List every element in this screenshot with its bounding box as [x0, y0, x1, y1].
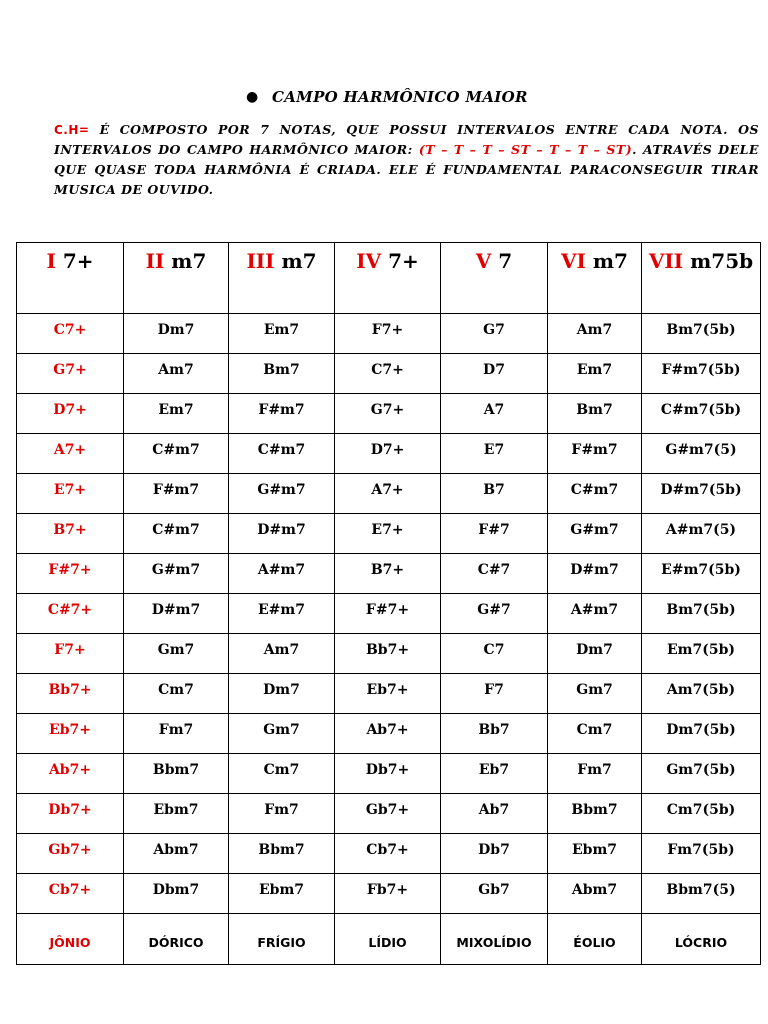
degree-quality: m7 [281, 249, 317, 273]
chord-cell [17, 714, 124, 754]
chord-cell [229, 634, 335, 674]
chord-label: B7+ [370, 561, 405, 578]
chord-cell [548, 434, 642, 474]
chord-label: F#m7 [571, 441, 618, 458]
chord-label: C7+ [53, 321, 87, 338]
chord-label: Cm7 [263, 761, 300, 778]
chord-cell [335, 714, 441, 754]
chord-cell [229, 794, 335, 834]
chord-cell [335, 354, 441, 394]
chord-label: G7 [483, 321, 505, 338]
chord-cell [124, 754, 229, 794]
chord-cell [124, 474, 229, 514]
degree-header [229, 243, 335, 314]
chord-label: Am7 [576, 321, 613, 338]
table-row [17, 634, 761, 674]
chord-cell [642, 794, 761, 834]
chord-cell [17, 354, 124, 394]
mode-label: JÔNIO [17, 914, 124, 965]
chord-cell [548, 314, 642, 354]
chord-label: F#m7(5b) [661, 361, 741, 378]
chord-label: Eb7 [478, 761, 510, 778]
chord-cell [124, 434, 229, 474]
intro-paragraph [54, 120, 759, 200]
chord-cell [124, 874, 229, 914]
chord-label: Abm7 [153, 841, 199, 858]
chord-cell [441, 514, 548, 554]
chord-cell [642, 514, 761, 554]
chord-cell [335, 554, 441, 594]
chord-label: A#m7 [257, 561, 306, 578]
chord-cell [124, 514, 229, 554]
intro-prefix: C.H= [54, 123, 90, 137]
chord-cell [441, 874, 548, 914]
chord-cell [335, 834, 441, 874]
table-row [17, 674, 761, 714]
mode-label: DÓRICO [124, 914, 229, 965]
chord-label: Fm7 [264, 801, 299, 818]
chord-cell [642, 314, 761, 354]
chord-cell [441, 834, 548, 874]
bullet-icon: ● [246, 89, 259, 105]
chord-label: D#m7(5b) [660, 481, 742, 498]
chord-cell [335, 474, 441, 514]
table-row [17, 354, 761, 394]
table-row [17, 314, 761, 354]
table-row [17, 394, 761, 434]
chord-cell [642, 434, 761, 474]
chord-label: Ab7+ [366, 721, 409, 738]
chord-cell [124, 794, 229, 834]
chord-cell [335, 434, 441, 474]
chord-cell [441, 354, 548, 394]
mode-label: LÓCRIO [642, 914, 761, 965]
chord-label: D#m7 [570, 561, 619, 578]
chord-cell [229, 514, 335, 554]
chord-label: Bbm7 [152, 761, 200, 778]
chord-label: E7 [483, 441, 505, 458]
chord-label: G#m7(5) [665, 441, 737, 458]
chord-cell [548, 794, 642, 834]
chord-cell [17, 394, 124, 434]
chord-label: Dm7 [263, 681, 300, 698]
chord-label: D7+ [53, 401, 87, 418]
chord-cell [441, 754, 548, 794]
table-row [17, 474, 761, 514]
chord-cell [335, 314, 441, 354]
chord-label: Em7 [576, 361, 613, 378]
chord-label: A7+ [53, 441, 87, 458]
chord-label: Ebm7 [571, 841, 617, 858]
title-line [246, 86, 528, 108]
chord-cell [229, 674, 335, 714]
chord-cell [642, 874, 761, 914]
chord-label: G#7 [477, 601, 511, 618]
chord-cell [548, 634, 642, 674]
chord-cell [335, 394, 441, 434]
chord-cell [335, 754, 441, 794]
chord-cell [335, 594, 441, 634]
chord-label: F7+ [371, 321, 404, 338]
chord-cell [441, 474, 548, 514]
chord-label: Cm7 [576, 721, 613, 738]
chord-cell [17, 754, 124, 794]
table-row [17, 434, 761, 474]
chord-cell [124, 554, 229, 594]
chord-cell [229, 874, 335, 914]
chord-label: G#m7 [257, 481, 306, 498]
chord-label: Dm7(5b) [666, 721, 736, 738]
chord-cell [642, 754, 761, 794]
chord-cell [441, 594, 548, 634]
chord-cell [17, 314, 124, 354]
degree-quality: 7+ [388, 249, 419, 273]
chord-cell [229, 434, 335, 474]
chord-cell [642, 474, 761, 514]
chord-label: Cm7 [158, 681, 194, 698]
intro-text-before: É COMPOSTO POR 7 NOTAS, QUE POSSUI INTERVALOS ENTRE CADA NOTA. OS INTERVALOS DO CAMPO HARMÔNICO MAIOR: [54, 122, 759, 157]
chord-cell [17, 434, 124, 474]
chord-cell [642, 834, 761, 874]
degree-numeral: VII [648, 249, 684, 273]
chord-cell [17, 674, 124, 714]
degree-numeral: VI [561, 249, 586, 273]
chord-cell [548, 394, 642, 434]
chord-label: Am7 [158, 361, 194, 378]
degree-header [17, 243, 124, 314]
chord-cell [124, 354, 229, 394]
chord-label: Dm7 [576, 641, 613, 658]
chord-cell [124, 714, 229, 754]
chord-label: Gb7 [478, 881, 510, 898]
harmonic-field-table [16, 242, 761, 965]
chord-label: Abm7 [571, 881, 618, 898]
chord-cell [335, 674, 441, 714]
chord-cell [335, 874, 441, 914]
chord-label: Db7 [478, 841, 510, 858]
chord-label: C#7+ [47, 601, 93, 618]
chord-label: B7 [483, 481, 505, 498]
chord-label: F#m7 [152, 481, 200, 498]
chord-cell [124, 394, 229, 434]
chord-cell [642, 354, 761, 394]
degree-header [335, 243, 441, 314]
chord-label: E#m7(5b) [661, 561, 741, 578]
chord-label: A7 [483, 401, 505, 418]
chord-label: Ab7 [478, 801, 510, 818]
table-row [17, 514, 761, 554]
mode-label: FRÍGIO [229, 914, 335, 965]
chord-label: C7+ [371, 361, 404, 378]
intro-intervals: (T – T – T – ST – T – T – ST) [418, 142, 633, 157]
degree-header [124, 243, 229, 314]
degree-numeral: I [46, 249, 56, 273]
chord-cell [229, 834, 335, 874]
chord-cell [548, 354, 642, 394]
degree-quality: 7 [498, 249, 513, 273]
chord-cell [548, 474, 642, 514]
chord-label: F#7+ [48, 561, 92, 578]
chord-label: D#m7 [257, 521, 306, 538]
table-row [17, 834, 761, 874]
chord-label: Eb7+ [366, 681, 409, 698]
chord-cell [335, 794, 441, 834]
chord-label: Fm7 [577, 761, 612, 778]
chord-cell [441, 674, 548, 714]
chord-cell [17, 514, 124, 554]
chord-label: D7 [483, 361, 505, 378]
chord-label: Eb7+ [49, 721, 91, 738]
chord-label: Fm7 [158, 721, 194, 738]
chord-label: D#m7 [151, 601, 201, 618]
chord-label: Em7 [158, 401, 194, 418]
table-row [17, 754, 761, 794]
chord-cell [441, 554, 548, 594]
chord-label: C7 [483, 641, 505, 658]
chord-label: Bm7 [263, 361, 300, 378]
chord-label: E7+ [53, 481, 87, 498]
chord-cell [441, 794, 548, 834]
chord-label: Gm7 [576, 681, 613, 698]
chord-cell [229, 594, 335, 634]
chord-label: G#m7 [570, 521, 619, 538]
chord-label: Bb7 [478, 721, 510, 738]
chord-label: G#m7 [151, 561, 201, 578]
chord-label: F#7 [478, 521, 510, 538]
chord-label: Cb7+ [48, 881, 92, 898]
chord-label: Gm7(5b) [666, 761, 736, 778]
chord-cell [17, 594, 124, 634]
chord-label: Em7 [263, 321, 300, 338]
chord-cell [441, 314, 548, 354]
chord-cell [17, 834, 124, 874]
degree-header [548, 243, 642, 314]
chord-cell [124, 834, 229, 874]
chord-label: E7+ [371, 521, 404, 538]
modes-row [17, 914, 761, 965]
chord-cell [335, 634, 441, 674]
chord-cell [229, 554, 335, 594]
chord-label: Gm7 [263, 721, 300, 738]
chord-cell [17, 794, 124, 834]
chord-cell [642, 594, 761, 634]
chord-cell [548, 874, 642, 914]
chord-label: E#m7 [258, 601, 305, 618]
chord-cell [124, 674, 229, 714]
degree-quality: m7 [171, 249, 207, 273]
chord-cell [642, 674, 761, 714]
chord-label: Bb7+ [48, 681, 92, 698]
chord-label: D7+ [370, 441, 405, 458]
mode-label: ÉOLIO [548, 914, 642, 965]
degree-quality: m7 [592, 249, 628, 273]
chord-cell [229, 314, 335, 354]
chord-cell [642, 714, 761, 754]
chord-label: Db7+ [48, 801, 92, 818]
chord-label: A7+ [371, 481, 404, 498]
chord-label: B7+ [53, 521, 87, 538]
chord-label: F7+ [54, 641, 86, 658]
chord-label: Db7+ [365, 761, 410, 778]
chord-cell [229, 714, 335, 754]
chord-label: Bm7(5b) [666, 321, 736, 338]
chord-cell [17, 634, 124, 674]
table-body [17, 243, 761, 965]
chord-label: Am7 [263, 641, 300, 658]
chord-label: Em7(5b) [666, 641, 735, 658]
chord-label: Gb7+ [365, 801, 410, 818]
degree-numeral: V [475, 249, 492, 273]
chord-cell [548, 514, 642, 554]
degree-quality: m75b [690, 249, 754, 273]
chord-label: F#m7 [258, 401, 305, 418]
chord-cell [548, 754, 642, 794]
chord-label: A#m7 [570, 601, 619, 618]
chord-cell [548, 714, 642, 754]
chord-label: Ab7+ [48, 761, 92, 778]
chord-label: C#m7(5b) [660, 401, 742, 418]
degree-numeral: III [246, 249, 275, 273]
page-title: CAMPO HARMÔNICO MAIOR [272, 88, 528, 106]
degree-header [642, 243, 761, 314]
chord-label: Fm7(5b) [667, 841, 735, 858]
degree-header [441, 243, 548, 314]
chord-label: Fb7+ [366, 881, 409, 898]
table-row [17, 594, 761, 634]
chord-label: Cb7+ [366, 841, 409, 858]
table-row [17, 794, 761, 834]
chord-label: Dbm7 [152, 881, 200, 898]
chord-cell [17, 874, 124, 914]
chord-label: C#m7 [152, 521, 200, 538]
chord-label: C#7 [477, 561, 511, 578]
chord-label: Cm7(5b) [666, 801, 736, 818]
table-row [17, 874, 761, 914]
chord-label: F#7+ [365, 601, 410, 618]
chord-label: G7+ [53, 361, 87, 378]
chord-cell [229, 394, 335, 434]
chord-cell [335, 514, 441, 554]
chord-label: Ebm7 [153, 801, 199, 818]
chord-label: Bbm7(5) [666, 881, 736, 898]
mode-label: LÍDIO [335, 914, 441, 965]
chord-label: Bm7(5b) [666, 601, 736, 618]
chord-cell [548, 594, 642, 634]
chord-cell [548, 554, 642, 594]
chord-cell [17, 474, 124, 514]
degree-numeral: IV [356, 249, 382, 273]
degree-quality: 7+ [62, 249, 94, 273]
chord-cell [642, 394, 761, 434]
chord-cell [642, 634, 761, 674]
chord-label: C#m7 [570, 481, 619, 498]
chord-label: G7+ [370, 401, 405, 418]
chord-label: C#m7 [257, 441, 306, 458]
chord-cell [441, 714, 548, 754]
chord-label: F7 [484, 681, 504, 698]
chord-label: Am7(5b) [666, 681, 736, 698]
chord-label: C#m7 [152, 441, 200, 458]
chord-label: Dm7 [157, 321, 195, 338]
chord-cell [17, 554, 124, 594]
chord-label: Gb7+ [48, 841, 92, 858]
chord-cell [441, 434, 548, 474]
chord-label: Bbm7 [258, 841, 305, 858]
chord-cell [548, 834, 642, 874]
chord-cell [124, 594, 229, 634]
chord-cell [124, 634, 229, 674]
chord-cell [548, 674, 642, 714]
chord-cell [441, 634, 548, 674]
table-row [17, 714, 761, 754]
chord-label: Bm7 [576, 401, 613, 418]
degree-numeral: II [145, 249, 165, 273]
chord-cell [124, 314, 229, 354]
header-row [17, 243, 761, 314]
chord-label: Ebm7 [258, 881, 304, 898]
chord-label: Bb7+ [365, 641, 410, 658]
table-row [17, 554, 761, 594]
intro-text-after: . ATRAVÉS DELE QUE QUASE TODA HARMÔNIA É CRIADA. ELE É FUNDAMENTAL PARACONSEGUIR TIRAR MUSICA DE OUVIDO. [54, 142, 759, 197]
mode-label: MIXOLÍDIO [441, 914, 548, 965]
chord-cell [229, 754, 335, 794]
chord-cell [229, 474, 335, 514]
chord-label: Bbm7 [571, 801, 618, 818]
chord-cell [642, 554, 761, 594]
chord-cell [441, 394, 548, 434]
chord-label: A#m7(5) [665, 521, 737, 538]
chord-label: Gm7 [157, 641, 195, 658]
chord-cell [229, 354, 335, 394]
